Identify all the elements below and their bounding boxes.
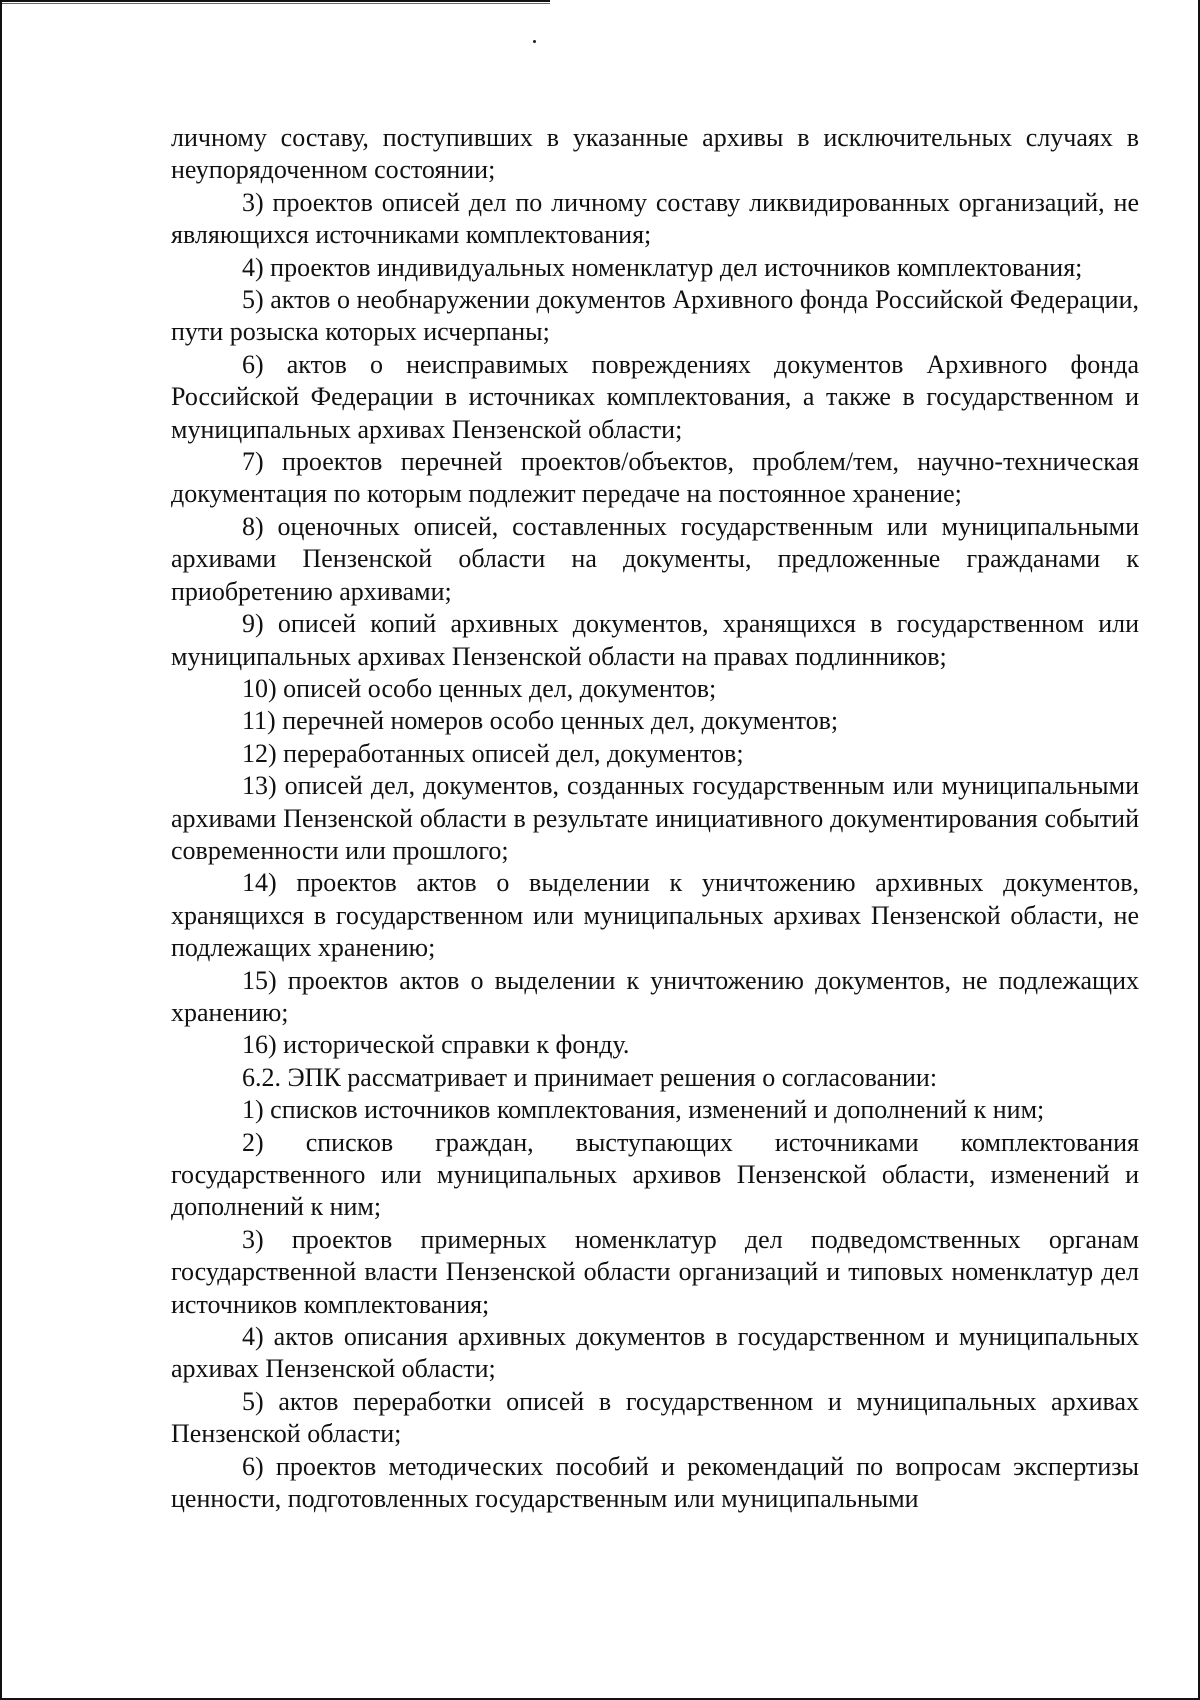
list-item-3: 3) проектов описей дел по личному составу ликвидированных организаций, не являющихся источниками комплектования; xyxy=(171,187,1139,250)
list-item-11: 11) перечней номеров особо ценных дел, документов; xyxy=(242,706,839,736)
list-item-6-2-6: 6) проектов методических пособий и рекомендаций по вопросам экспертизы ценности, подготовленных государственным или муниципальными xyxy=(171,1451,1139,1514)
list-item-7: 7) проектов перечней проектов/объектов, проблем/тем, научно-техническая документация по которым подлежит передаче на постоянное хранение; xyxy=(171,447,1139,509)
list-item-6: 6) актов о неисправимых повреждениях документов Архивного фонда Российской Федерации в источниках комплектования, а также в государственном и муниципальных архивах Пензенской области; xyxy=(171,349,1139,444)
list-item-12: 12) переработанных описей дел, документов; xyxy=(242,738,744,768)
paragraph-continuation: личному составу, поступивших в указанные архивы в исключительных случаях в неупорядоченном состоянии; xyxy=(171,123,1139,185)
list-item-10: 10) описей особо ценных дел, документов; xyxy=(242,673,717,703)
scan-top-border-shadow xyxy=(2,3,550,4)
section-heading-6-2: 6.2. ЭПК рассматривает и принимает решения о согласовании: xyxy=(242,1062,938,1092)
scan-speck xyxy=(533,40,536,43)
list-item-15: 15) проектов актов о выделении к уничтожению документов, не подлежащих хранению; xyxy=(171,965,1139,1027)
list-item-4: 4) проектов индивидуальных номенклатур дел источников комплектования; xyxy=(242,252,1083,282)
list-item-6-2-1: 1) списков источников комплектования, изменений и дополнений к ним; xyxy=(242,1095,1045,1125)
list-item-14: 14) проектов актов о выделении к уничтожению архивных документов, хранящихся в государственном или муниципальных архивах Пензенской области, не подлежащих хранению; xyxy=(171,868,1139,963)
list-item-6-2-5: 5) актов переработки описей в государственном и муниципальных архивах Пензенской области; xyxy=(171,1386,1139,1449)
scan-top-border xyxy=(2,0,550,2)
list-item-9: 9) описей копий архивных документов, хранящихся в государственном или муниципальных архивах Пензенской области на правах подлинников; xyxy=(171,609,1139,671)
list-item-13: 13) описей дел, документов, созданных государственным или муниципальными архивами Пензенской области в результате инициативного документирования событий современности или прошлого; xyxy=(171,771,1139,865)
list-item-6-2-3: 3) проектов примерных номенклатур дел подведомственных органам государственной власти Пензенской области организаций и типовых номенклатур дел источников комплектования; xyxy=(171,1224,1139,1319)
list-item-16: 16) исторической справки к фонду. xyxy=(242,1030,630,1060)
document-body xyxy=(171,122,1139,1515)
list-item-5: 5) актов о необнаружении документов Архивного фонда Российской Федерации, пути розыска которых исчерпаны; xyxy=(171,285,1139,347)
list-item-8: 8) оценочных описей, составленных государственным или муниципальными архивами Пензенской области на документы, предложенные гражданами к приобретению архивами; xyxy=(171,511,1139,606)
list-item-6-2-2: 2) списков граждан, выступающих источниками комплектования государственного или муниципальных архивов Пензенской области, изменений и дополнений к ним; xyxy=(171,1127,1139,1222)
list-item-6-2-4: 4) актов описания архивных документов в государственном и муниципальных архивах Пензенской области; xyxy=(171,1322,1139,1384)
